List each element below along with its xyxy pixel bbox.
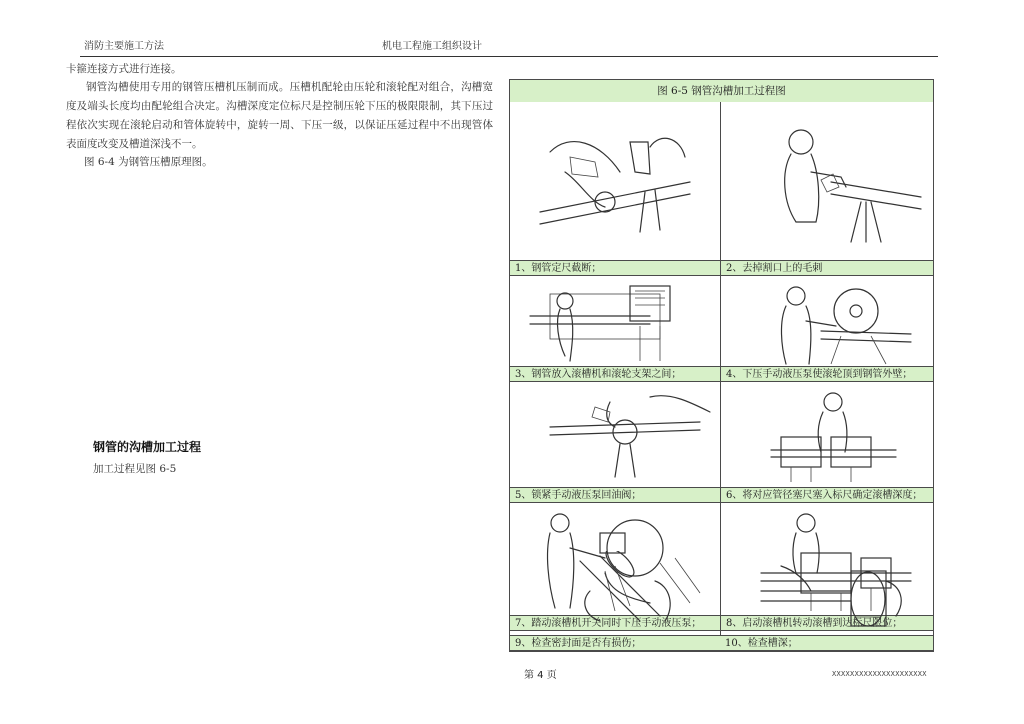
- step-2-illustration: [721, 102, 933, 260]
- header-left: 消防主要施工方法: [84, 41, 164, 52]
- step-5-caption: 5、锁紧手动液压泵回油阀；: [510, 487, 721, 503]
- step-4-caption: 4、下压手动液压泵使滚轮顶到钢管外壁；: [721, 366, 933, 382]
- step-9-illustration: [510, 551, 721, 635]
- header-rule: [80, 56, 938, 57]
- step-5-illustration: [510, 382, 721, 487]
- figure-reference: 图 6-4 为钢管压槽原理图。: [84, 156, 213, 168]
- page-number: 第 4 页: [524, 670, 557, 681]
- header-title: 机电工程施工组织设计: [382, 41, 482, 52]
- step-8-caption: 8、启动滚槽机转动滚槽到达标尺限位；: [721, 615, 933, 631]
- step-3-caption: 3、钢管放入滚槽机和滚轮支架之间；: [510, 366, 721, 382]
- step-2-caption: 2、去掉割口上的毛刺: [721, 260, 933, 276]
- step-6-illustration: [721, 382, 933, 487]
- step-10-illustration: [721, 551, 933, 635]
- figure-row-5-area: [509, 551, 934, 635]
- step-10-caption: 10、检查槽深；: [720, 635, 934, 651]
- body-paragraph: 钢管沟槽使用专用的钢管压槽机压制而成。压槽机配轮由压轮和滚轮配对组合，沟槽宽度及端头长度均由配轮组合决定。沟槽深度定位标尺是控制压轮下压的极限限制，其下压过程依次实现在滚轮启动和管体旋转中，旋转一周、下压一级，以保证压延过程中不出现管体表面度改变及槽道深浅不一。: [66, 81, 493, 150]
- step-1-illustration: [510, 102, 721, 260]
- figure-row-2: [510, 276, 933, 366]
- body-line-0: 卡箍连接方式进行连接。: [66, 63, 182, 75]
- step-3-illustration: [510, 276, 721, 366]
- section-heading: 钢管的沟槽加工过程: [93, 440, 202, 454]
- step-7-caption: 7、踏动滚槽机开关同时下压手动液压泵；: [510, 615, 721, 631]
- step-4-illustration: [721, 276, 933, 366]
- step-9-caption: 9、检查密封面是否有损伤；: [509, 635, 721, 651]
- footer-code: XXXXXXXXXXXXXXXXXXXXX: [832, 670, 927, 678]
- section-text: 加工过程见图 6-5: [93, 463, 177, 475]
- step-1-caption: 1、钢管定尺截断；: [510, 260, 721, 276]
- step-6-caption: 6、将对应管径塞尺塞入标尺确定滚槽深度；: [721, 487, 933, 503]
- figure-row-3: [510, 382, 933, 487]
- figure-row-1: [510, 102, 933, 260]
- figure-title: 图 6-5 钢管沟槽加工过程图: [510, 80, 933, 103]
